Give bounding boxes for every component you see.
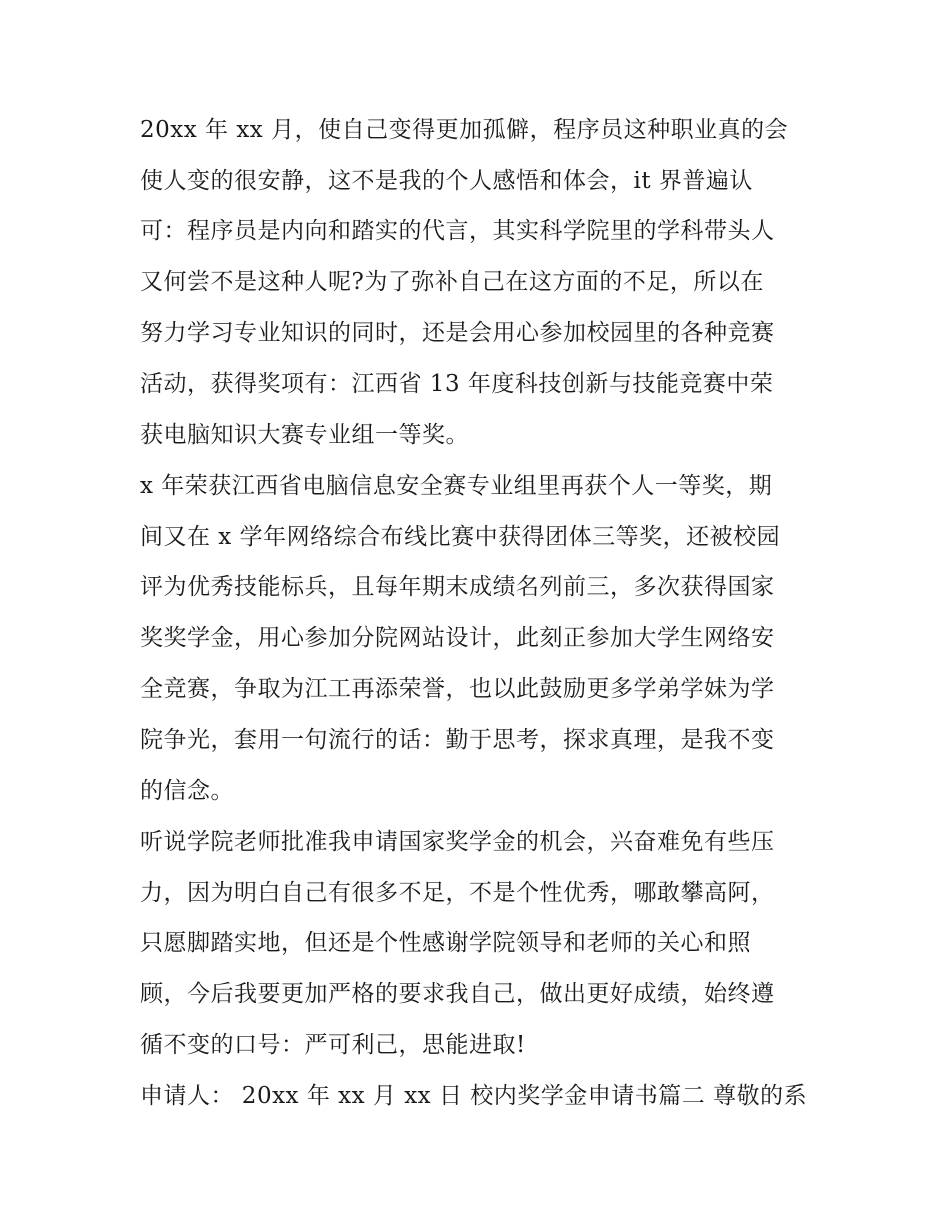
text-line: 顾，今后我要更加严格的要求我自己，做出更好成绩，始终遵 [140, 981, 775, 1007]
text-line: 20xx 年 xx 月，使自己变得更加孤僻，程序员这种职业真的会 [140, 117, 789, 143]
text-line: 又何尝不是这种人呢?为了弥补自己在这方面的不足，所以在 [140, 269, 764, 295]
text-line: 评为优秀技能标兵，且每年期末成绩名列前三，多次获得国家 [140, 574, 775, 600]
text-line: 奖奖学金，用心参加分院网站设计，此刻正参加大学生网络安 [140, 625, 775, 651]
text-line: 的信念。 [140, 778, 234, 804]
text-line: 使人变的很安静，这不是我的个人感悟和体会，it 界普遍认 [140, 168, 753, 194]
text-line: 听说学院老师批准我申请国家奖学金的机会，兴奋难免有些压 [140, 829, 775, 855]
text-line: 间又在 x 学年网络综合布线比赛中获得团体三等奖，还被校园 [140, 524, 781, 550]
text-line: x 年荣获江西省电脑信息安全赛专业组里再获个人一等奖，期 [140, 473, 773, 499]
text-line: 循不变的口号：严可利己，思能进取! [140, 1032, 526, 1058]
text-line: 全竞赛，争取为江工再添荣誉，也以此鼓励更多学弟学妹为学 [140, 676, 775, 702]
text-line: 院争光，套用一句流行的话：勤于思考，探求真理，是我不变 [140, 727, 775, 753]
text-line: 只愿脚踏实地，但还是个性感谢学院领导和老师的关心和照 [140, 930, 751, 956]
text-line: 可：程序员是内向和踏实的代言，其实科学院里的学科带头人 [140, 218, 775, 244]
text-line: 获电脑知识大赛专业组一等奖。 [140, 422, 469, 448]
text-line: 活动，获得奖项有：江西省 13 年度科技创新与技能竞赛中荣 [140, 371, 774, 397]
text-line: 努力学习专业知识的同时，还是会用心参加校园里的各种竞赛 [140, 320, 775, 346]
text-line: 申请人： 20xx 年 xx 月 xx 日 校内奖学金申请书篇二 尊敬的系 [140, 1083, 808, 1109]
text-line: 力，因为明白自己有很多不足，不是个性优秀，哪敢攀高阿， [140, 880, 775, 906]
